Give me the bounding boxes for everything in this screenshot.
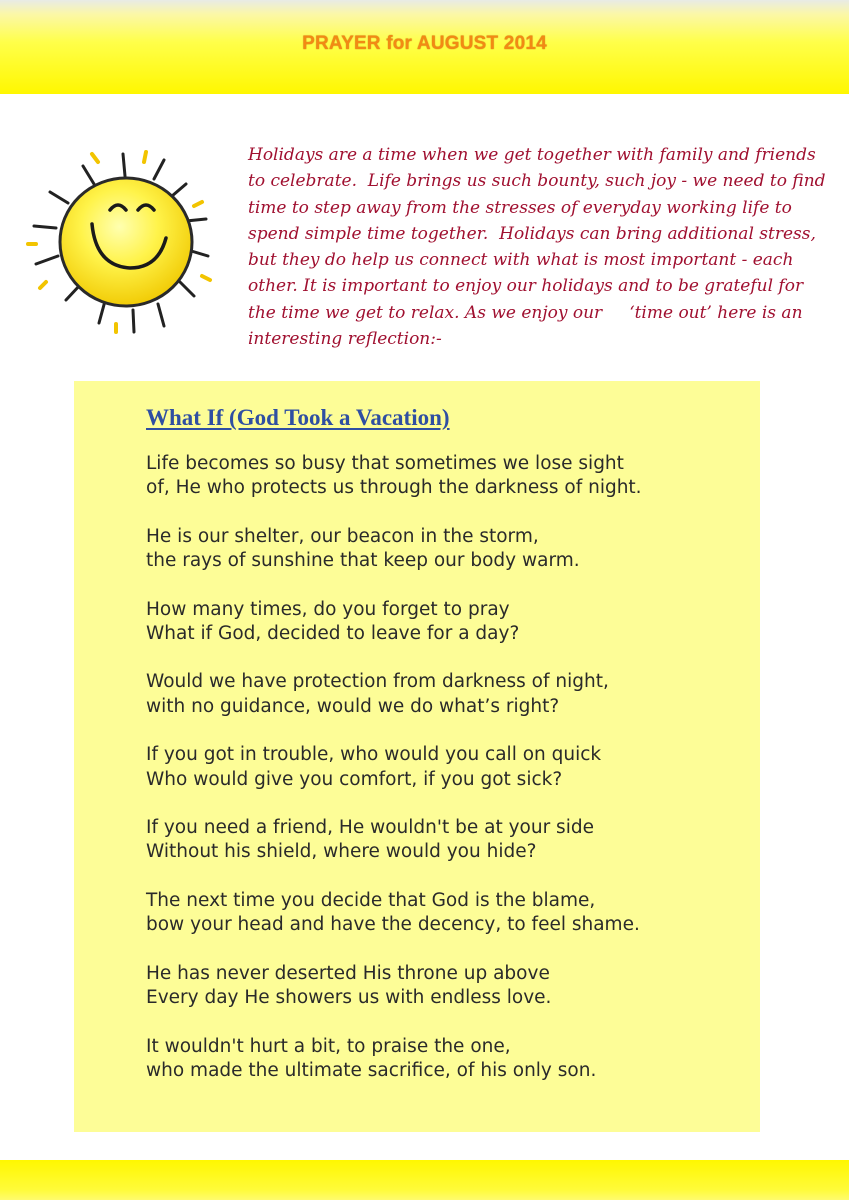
poem-line: Who would give you comfort, if you got sick? (146, 768, 563, 790)
poem-line: If you got in trouble, who would you call on quick (146, 744, 602, 766)
page-title: PRAYER for AUGUST 2014 (302, 33, 547, 54)
poem-line: How many times, do you forget to pray (146, 598, 510, 620)
poem-line: who made the ultimate sacrifice, of his only son. (146, 1059, 597, 1081)
poem-line: of, He who protects us through the darkness of night. (146, 477, 642, 499)
poem-box (74, 381, 760, 1132)
poem-line: Would we have protection from darkness of night, (146, 671, 609, 693)
intro-paragraph (248, 142, 842, 352)
poem-line: Without his shield, where would you hide? (146, 841, 537, 863)
poem-line: What if God, decided to leave for a day? (146, 623, 520, 645)
footer-band (0, 1160, 849, 1200)
poem-line: Every day He showers us with endless love. (146, 987, 552, 1009)
poem-stanza (146, 598, 642, 647)
poem-stanza (146, 889, 642, 938)
poem-line: If you need a friend, He wouldn't be at your side (146, 817, 594, 839)
intro-line: Holidays are a time when we get together with family and friends (248, 145, 816, 165)
poem-line: Life becomes so busy that sometimes we lose sight (146, 453, 624, 474)
poem-stanza (146, 670, 642, 719)
intro-line: interesting reflection:- (248, 329, 442, 350)
poem-line: He has never deserted His throne up above (146, 962, 550, 984)
poem-stanza (146, 452, 642, 501)
poem-stanza (146, 743, 642, 792)
poem-line: with no guidance, would we do what’s right? (146, 695, 560, 717)
poem-stanza (146, 816, 642, 865)
poem-line: the rays of sunshine that keep our body warm. (146, 550, 580, 572)
smiling-sun-icon (26, 148, 236, 338)
poem-line: It wouldn't hurt a bit, to praise the one, (146, 1035, 511, 1057)
poem-body (146, 452, 642, 1083)
intro-line: spend simple time together. Holidays can bring additional stress, (248, 223, 816, 244)
poem-stanza (146, 525, 642, 574)
poem-stanza (146, 962, 642, 1011)
intro-line: but they do help us connect with what is most important - each (248, 250, 794, 271)
intro-line: time to step away from the stresses of everyday working life to (248, 197, 792, 218)
poem-line: He is our shelter, our beacon in the storm, (146, 525, 539, 547)
poem-title: What If (God Took a Vacation) (146, 405, 450, 430)
intro-line: to celebrate. Life brings us such bounty, such joy - we need to find (248, 171, 826, 192)
intro-line: other. It is important to enjoy our holidays and to be grateful for (248, 276, 804, 297)
poem-line: The next time you decide that God is the blame, (146, 889, 596, 911)
poem-stanza (146, 1035, 642, 1084)
intro-line: the time we get to relax. As we enjoy our ‘time out’ here is an (248, 302, 803, 323)
poem-line: bow your head and have the decency, to feel shame. (146, 914, 640, 936)
